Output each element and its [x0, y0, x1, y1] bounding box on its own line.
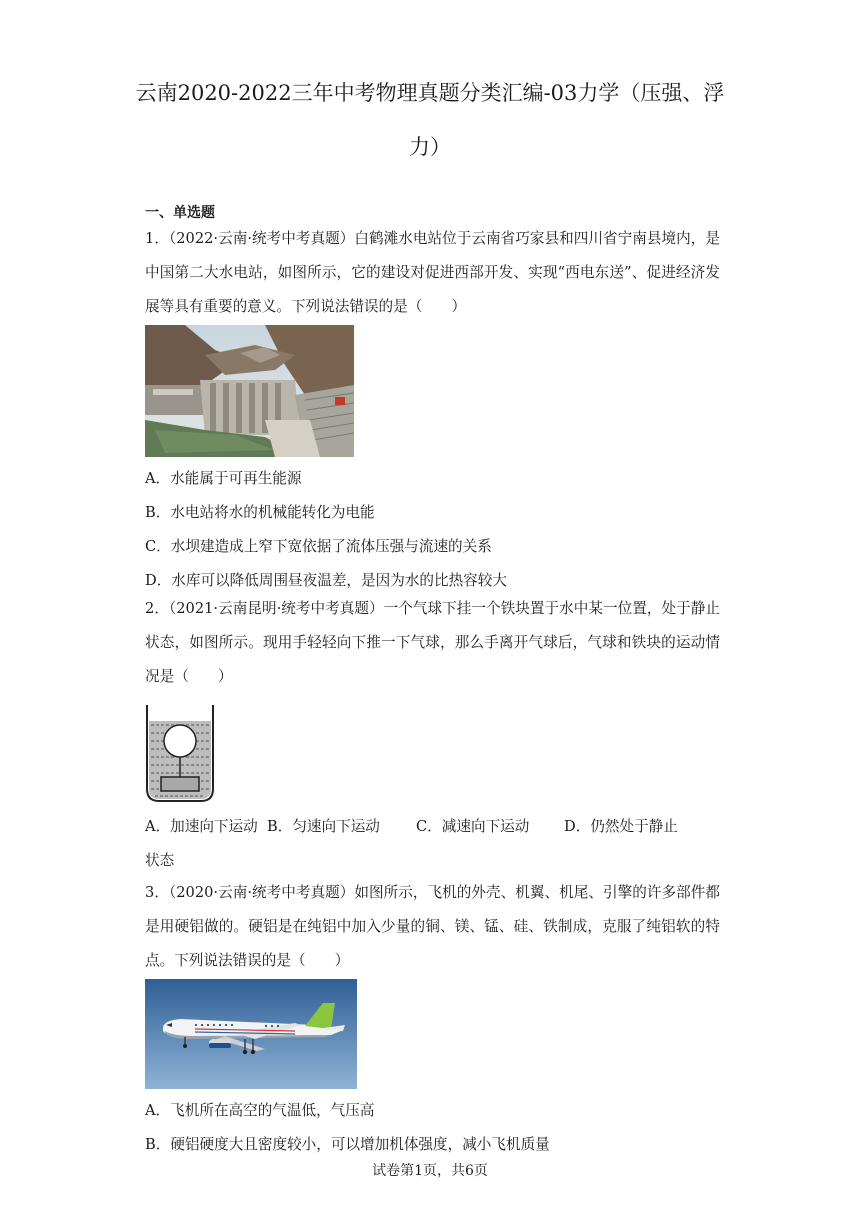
question-2-options-row — [145, 815, 678, 836]
question-3-airplane-photo — [145, 979, 357, 1089]
page-title: 云南2020-2022三年中考物理真题分类汇编-03力学（压强、浮力） — [135, 81, 725, 159]
question-2-option-d-continued: 状态 — [145, 852, 175, 869]
question-3-stem: 3．（2020·云南·统考中考真题）如图所示，飞机的外壳、机翼、机尾、引擎的许多部件都是用硬铝做的。硬铝是在纯铝中加入少量的铜、镁、锰、硅、铁制成，克服了纯铝软的特点。下列说法错误的是（ ） — [145, 884, 720, 969]
question-1-stem: 1．（2022·云南·统考中考真题）白鹤滩水电站位于云南省巧家县和四川省宁南县境内，是中国第二大水电站，如图所示，它的建设对促进西部开发、实现“西电东送”、促进经济发展等具有重要的意义。下列说法错误的是（ ） — [145, 230, 720, 315]
question-2-option-a: A．加速向下运动 — [145, 818, 258, 835]
question-2-option-d: D．仍然处于静止 — [564, 818, 678, 835]
question-3-option-b: B．硬铝硬度大且密度较小，可以增加机体强度，减小飞机质量 — [145, 1136, 550, 1153]
question-2-balloon-diagram — [145, 703, 215, 803]
question-2-option-b: B．匀速向下运动 — [267, 818, 380, 835]
question-3-option-a: A．飞机所在高空的气温低，气压高 — [145, 1102, 375, 1119]
question-1-option-a: A．水能属于可再生能源 — [145, 470, 302, 487]
question-1-option-b: B．水电站将水的机械能转化为电能 — [145, 504, 375, 521]
section-heading: 一、单选题 — [145, 205, 215, 221]
question-1-option-c: C．水坝建造成上窄下宽依据了流体压强与流速的关系 — [145, 538, 492, 555]
page-footer: 试卷第1页，共6页 — [372, 1163, 488, 1179]
question-2-stem: 2．（2021·云南昆明·统考中考真题）一个气球下挂一个铁块置于水中某一位置，处于静止状态，如图所示。现用手轻轻向下推一下气球，那么手离开气球后，气球和铁块的运动情况是（ ） — [145, 600, 720, 685]
question-1-option-d: D．水库可以降低周围昼夜温差，是因为水的比热容较大 — [145, 572, 507, 589]
question-2-option-c: C．减速向下运动 — [416, 818, 530, 835]
question-1-dam-photo — [145, 325, 354, 457]
